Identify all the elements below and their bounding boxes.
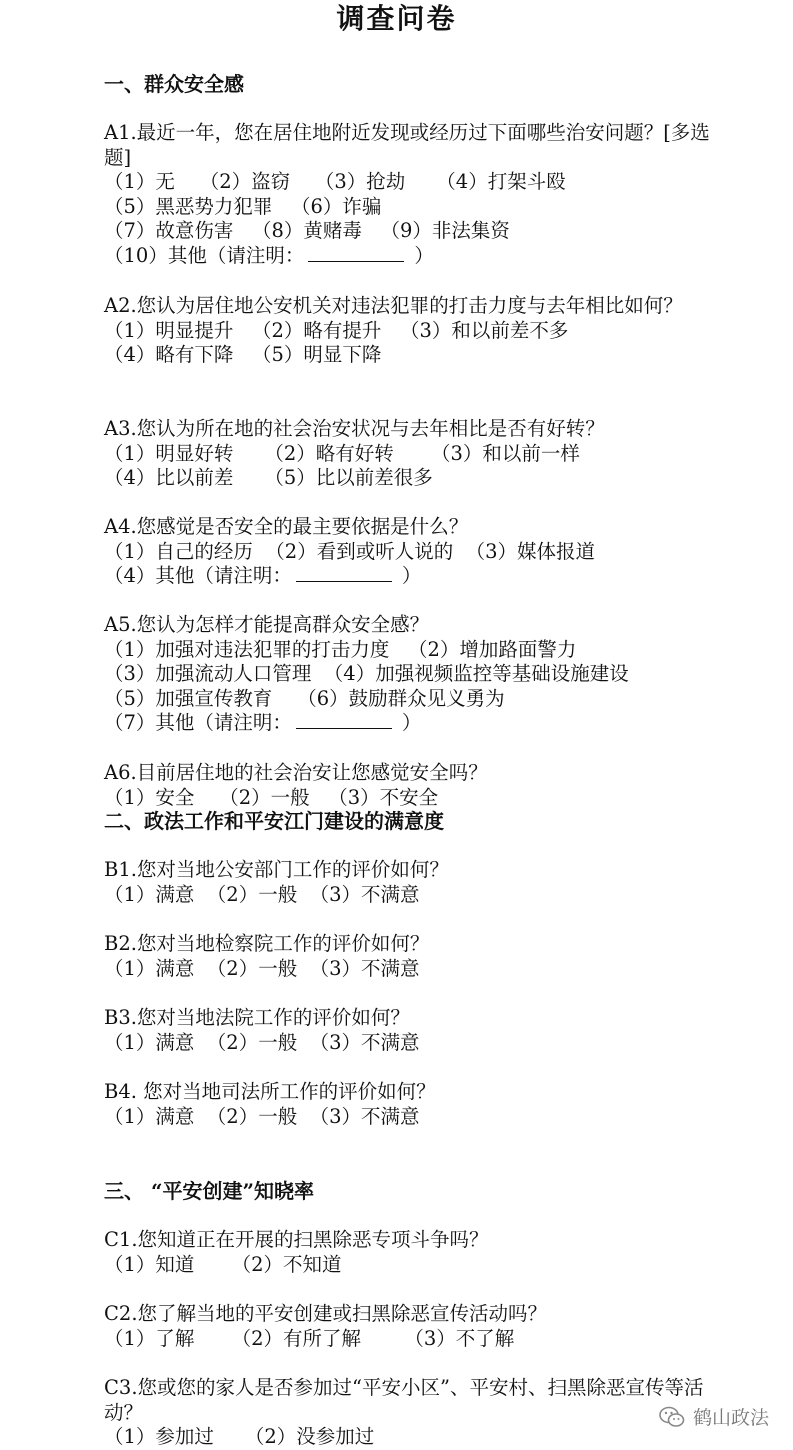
question-b2	[104, 932, 714, 981]
option-line: （1）无 （2）盗窃 （3）抢劫 （4）打架斗殴	[104, 170, 566, 193]
option-line: （5）黑恶势力犯罪 （6）诈骗	[104, 194, 382, 218]
question-a1	[104, 121, 714, 268]
question-text: A1.最近一年，您在居住地附近发现或经历过下面哪些治安问题？[多选题]	[104, 121, 710, 169]
question-c1	[104, 1228, 714, 1277]
option-line: （1）安全 （2）一般 （3）不安全	[104, 785, 439, 809]
question-c3	[104, 1376, 714, 1450]
question-text: C1.您知道正在开展的扫黑除恶专项斗争吗？	[104, 1228, 489, 1251]
question-text: B4. 您对当地司法所工作的评价如何？	[104, 1080, 436, 1103]
option-line: （1）明显提升 （2）略有提升 （3）和以前差不多	[104, 318, 569, 342]
option-line: （7）故意伤害 （8）黄赌毒 （9）非法集资	[104, 219, 510, 242]
option-list	[104, 540, 714, 589]
fill-in-blank[interactable]	[296, 712, 392, 729]
other-close: ）	[414, 243, 434, 267]
question-a5	[104, 613, 714, 736]
other-label: （7）其他（请注明：	[104, 711, 292, 734]
option-line: （1）满意 （2）一般 （3）不满意	[104, 1104, 420, 1128]
option-list	[104, 883, 714, 908]
question-text: A5.您认为怎样才能提高群众安全感？	[104, 613, 430, 636]
option-line: （1）满意 （2）一般 （3）不满意	[104, 882, 420, 906]
wechat-logo-icon	[659, 1406, 685, 1428]
option-line: （1）了解 （2）有所了解 （3）不了解	[104, 1326, 515, 1350]
other-label: （4）其他（请注明：	[104, 564, 292, 587]
question-b4	[104, 1080, 714, 1129]
watermark-text: 鹤山政法	[692, 1407, 769, 1429]
option-list	[104, 1253, 714, 1278]
option-line: （1）明显好转 （2）略有好转 （3）和以前一样	[104, 441, 580, 465]
question-text: A2.您认为居住地公安机关对违法犯罪的打击力度与去年相比如何？	[104, 294, 683, 317]
option-line: （1）满意 （2）一般 （3）不满意	[104, 956, 420, 980]
watermark	[659, 1403, 769, 1430]
option-other-line	[104, 564, 714, 589]
fill-in-blank[interactable]	[308, 245, 404, 262]
option-list	[104, 1425, 714, 1450]
page-title: 调查问卷	[336, 2, 457, 35]
option-list	[104, 442, 714, 491]
option-line: （1）加强对违法犯罪的打击力度 （2）增加路面警力	[104, 637, 577, 661]
other-close: ）	[401, 711, 422, 734]
question-a4	[104, 515, 714, 589]
section-heading-a: 一、群众安全感	[104, 72, 244, 96]
section-heading-c: 三、 “平安创建”知晓率	[104, 1179, 314, 1203]
question-b1	[104, 858, 714, 907]
option-list	[104, 319, 714, 368]
question-text: C3.您或您的家人是否参加过“平安小区”、平安村、扫黑除恶宣传等活动？	[104, 1376, 704, 1424]
option-line: （3）加强流动人口管理 （4）加强视频监控等基础设施建设	[104, 662, 629, 685]
question-text: B1.您对当地公安部门工作的评价如何？	[104, 858, 449, 881]
option-line: （5）加强宣传教育 （6）鼓励群众见义勇为	[104, 686, 505, 710]
question-text: A4.您感觉是否安全的最主要依据是什么？	[104, 515, 469, 538]
question-c2	[104, 1302, 714, 1351]
question-text: C2.您了解当地的平安创建或扫黑除恶宣传活动吗？	[104, 1302, 548, 1325]
option-line: （1）自己的经历 （2）看到或听人说的 （3）媒体报道	[104, 539, 596, 563]
option-line: （1）参加过 （2）没参加过	[104, 1425, 375, 1448]
option-list	[104, 1327, 714, 1352]
question-b3	[104, 1006, 714, 1055]
question-text: B3.您对当地法院工作的评价如何？	[104, 1006, 410, 1029]
option-line: （4）略有下降 （5）明显下降	[104, 343, 382, 366]
option-line: （1）知道 （2）不知道	[104, 1252, 342, 1276]
question-a6	[104, 761, 714, 810]
question-a2	[104, 294, 714, 368]
option-other-line	[104, 244, 714, 269]
question-a3	[104, 417, 714, 491]
option-list	[104, 1105, 714, 1130]
option-other-line	[104, 711, 714, 736]
section-heading-b: 二、政法工作和平安江门建设的满意度	[104, 809, 444, 833]
option-line: （1）满意 （2）一般 （3）不满意	[104, 1030, 420, 1054]
question-text: A3.您认为所在地的社会治安状况与去年相比是否有好转？	[104, 417, 605, 440]
question-text: B2.您对当地检察院工作的评价如何？	[104, 932, 430, 955]
other-label: （10）其他（请注明：	[104, 243, 305, 267]
option-line: （4）比以前差 （5）比以前差很多	[104, 466, 433, 489]
option-list	[104, 638, 714, 736]
question-text: A6.目前居住地的社会治安让您感觉安全吗？	[104, 761, 488, 784]
option-list	[104, 170, 714, 268]
option-list	[104, 1031, 714, 1056]
option-list	[104, 957, 714, 982]
other-close: ）	[401, 564, 422, 587]
fill-in-blank[interactable]	[296, 565, 392, 582]
option-list	[104, 786, 714, 811]
